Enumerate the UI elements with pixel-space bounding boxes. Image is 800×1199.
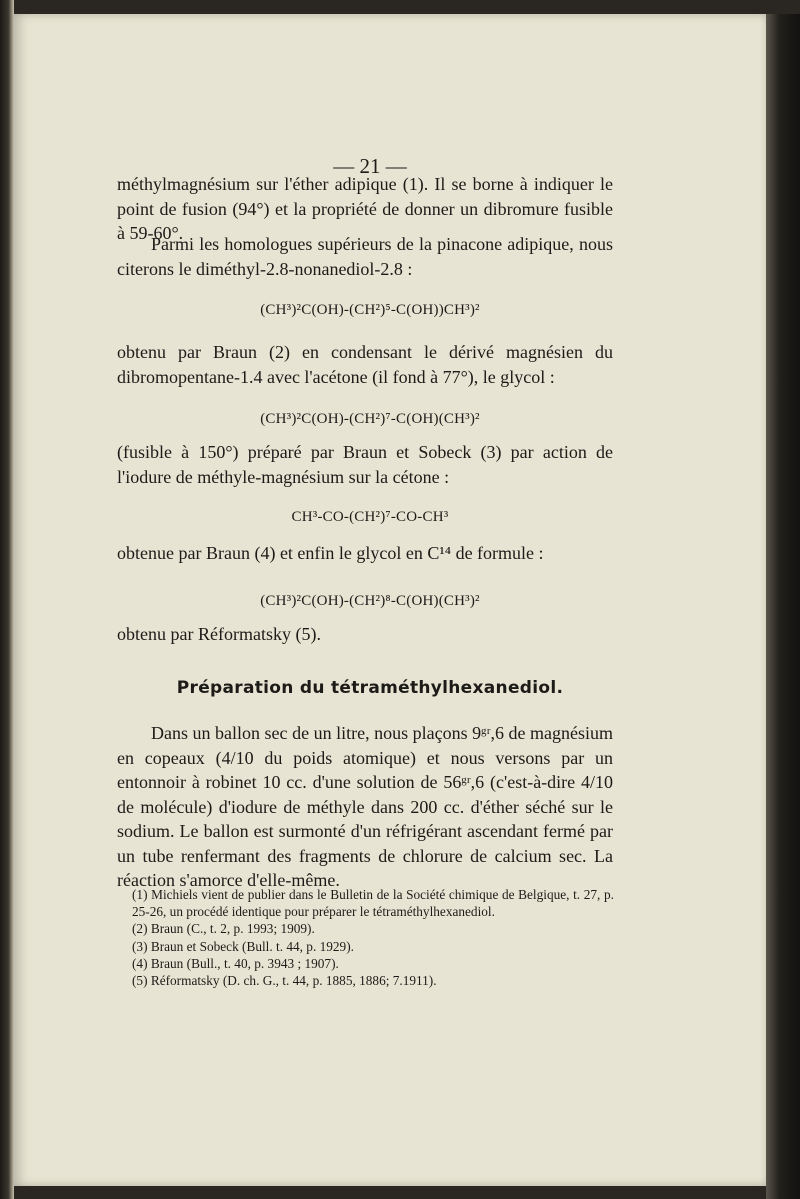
paragraph-3: obtenu par Braun (2) en condensant le dérivé magnésien du dibromopentane-1.4 avec l'acétone (il fond à 77°), le glycol :: [117, 342, 613, 387]
formula-4: (CH³)²C(OH)-(CH²)⁸-C(OH)(CH³)²: [260, 593, 480, 609]
footnotes: [132, 886, 614, 989]
paragraph-6-block: [117, 622, 613, 647]
paragraph-2-block: [117, 232, 613, 281]
footnote-5: (5) Réformatsky (D. ch. G., t. 44, p. 1885, 1886; 7.1911).: [132, 973, 437, 989]
paragraph-5-block: [117, 541, 613, 566]
paragraph-3-block: [117, 340, 613, 389]
document-page: [14, 14, 766, 1186]
footnote-2: (2) Braun (C., t. 2, p. 1993; 1909).: [132, 921, 315, 937]
book-spine: [0, 0, 14, 1199]
footnote-1: (1) Michiels vient de publier dans le Bulletin de la Société chimique de Belgique, t. 27, p. 25-26, un procédé identique pour préparer le tétraméthylhexanediol.: [132, 887, 614, 920]
page-number: — 21 —: [333, 154, 407, 178]
paragraph-1: méthylmagnésium sur l'éther adipique (1). Il se borne à indiquer le point de fusion (94°) et la propriété de donner un dibromure fusible à 59-60°.: [117, 174, 613, 243]
footnote-4: (4) Braun (Bull., t. 40, p. 3943 ; 1907).: [132, 955, 339, 971]
paragraph-6: obtenu par Réformatsky (5).: [117, 624, 321, 644]
paragraph-7: Dans un ballon sec de un litre, nous plaçons 9ᵍʳ,6 de magnésium en copeaux (4/10 du poids atomique) et nous versons par un entonnoir à robinet 10 cc. d'une solution de 56ᵍʳ,6 (c'est-à-dire 4/10 de molécule) d'iodure de méthyle dans 200 cc. d'éther séché sur le sodium. Le ballon est surmonté d'un réfrigérant ascendant fermé par un tube renfermant des fragments de chlorure de calcium sec. La réaction s'amorce d'elle-même.: [117, 723, 613, 890]
paragraph-2: Parmi les homologues supérieurs de la pinacone adipique, nous citerons le diméthyl-2.8-nonanediol-2.8 :: [117, 234, 613, 279]
paragraph-5: obtenue par Braun (4) et enfin le glycol en C¹⁴ de formule :: [117, 543, 544, 563]
paragraph-4-block: [117, 440, 613, 489]
formula-3: CH³-CO-(CH²)⁷-CO-CH³: [291, 509, 449, 525]
formula-2: (CH³)²C(OH)-(CH²)⁷-C(OH)(CH³)²: [260, 411, 480, 427]
footnote-3: (3) Braun et Sobeck (Bull. t. 44, p. 1929).: [132, 938, 354, 954]
paragraph-4: (fusible à 150°) préparé par Braun et Sobeck (3) par action de l'iodure de méthyle-magnésium sur la cétone :: [117, 442, 613, 487]
page-edge-shadow: [766, 14, 800, 1199]
section-heading: Préparation du tétraméthylhexanediol.: [176, 678, 564, 698]
paragraph-7-block: [117, 721, 613, 893]
formula-1: (CH³)²C(OH)-(CH²)⁵-C(OH))CH³)²: [260, 302, 480, 318]
